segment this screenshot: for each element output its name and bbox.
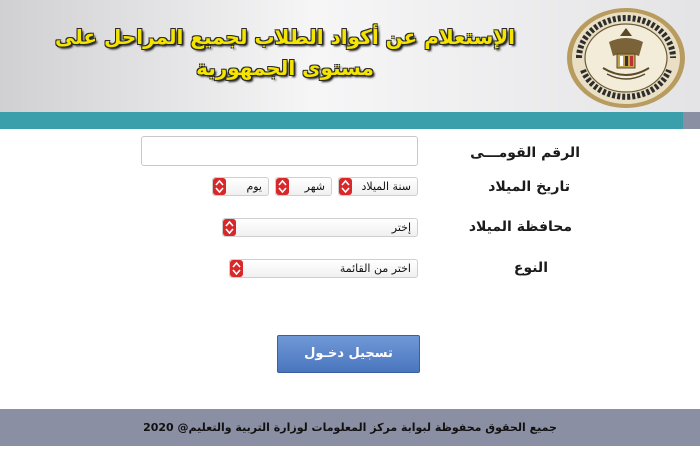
- governorate-selected: إختر: [391, 221, 411, 234]
- header-band: [0, 112, 700, 129]
- birth-day-selected: يوم: [246, 180, 262, 193]
- page-title: الإستعلام عن أكواد الطلاب لجميع المراحل على مستوى الجمهورية: [55, 25, 515, 80]
- gender-label: النوع: [513, 260, 548, 276]
- ministry-seal-icon: [565, 6, 687, 110]
- footer-copyright: جميع الحقوق محفوظة لبوابة مركز المعلومات لوزارة التربية والتعليم@ 2020: [0, 409, 700, 446]
- birth-year-selected: سنة الميلاد: [361, 180, 411, 193]
- chevron-updown-icon[interactable]: [230, 260, 243, 277]
- chevron-updown-icon[interactable]: [223, 219, 236, 236]
- login-button[interactable]: تسجيل دخـول: [277, 335, 420, 373]
- governorate-select[interactable]: [222, 218, 418, 237]
- birth-date-label: تاريخ الميلاد: [488, 179, 570, 195]
- page-bottom: [0, 446, 700, 460]
- birth-month-selected: شهر: [304, 180, 325, 193]
- national-id-input[interactable]: [141, 136, 418, 166]
- gender-selected: اختر من القائمة: [339, 262, 411, 275]
- band-corner: [683, 112, 700, 129]
- chevron-updown-icon[interactable]: [213, 178, 226, 195]
- governorate-label: محافظة الميلاد: [468, 219, 572, 235]
- chevron-updown-icon[interactable]: [339, 178, 352, 195]
- page-header: [0, 0, 700, 112]
- national-id-label: الرقم القومـــى: [470, 145, 580, 161]
- chevron-updown-icon[interactable]: [276, 178, 289, 195]
- gender-select[interactable]: [229, 259, 418, 278]
- student-code-form: [0, 129, 700, 409]
